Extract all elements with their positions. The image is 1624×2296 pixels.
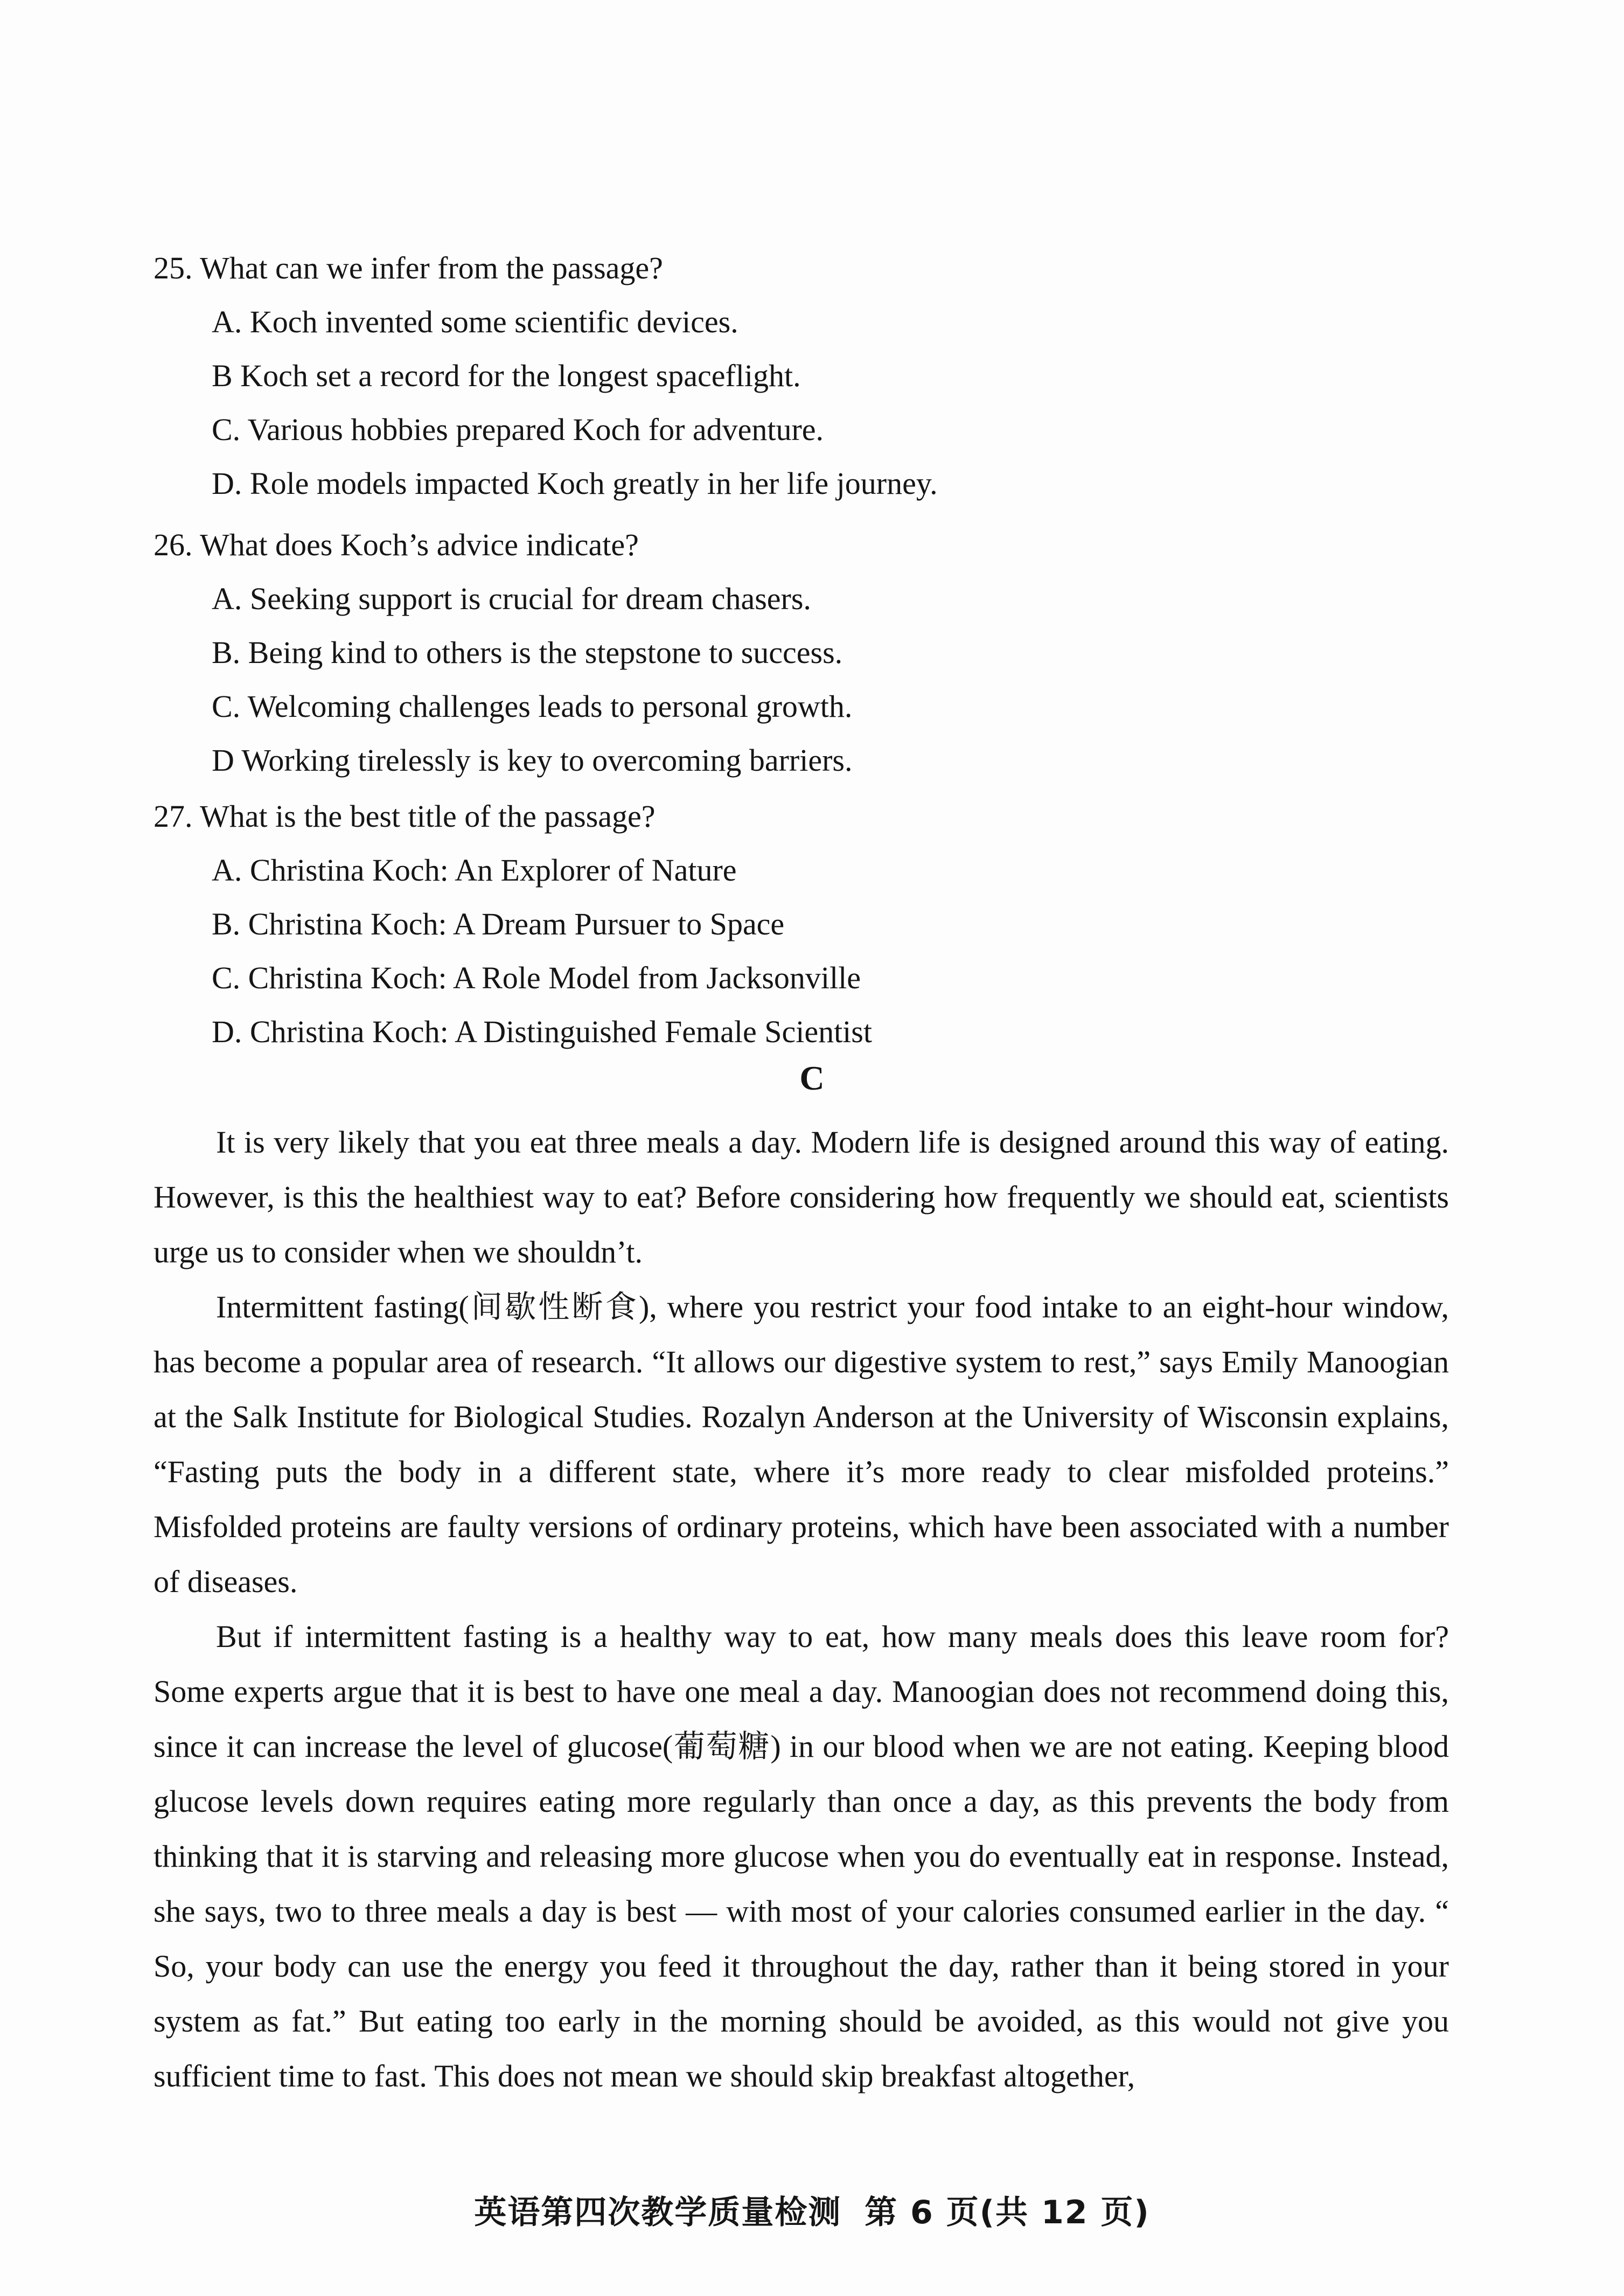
reading-passage bbox=[154, 1115, 1449, 2104]
passage-paragraph: But if intermittent fasting is a healthy way to eat, how many meals does this leave room for? Some experts argue that it is best to have one meal a day. Manoogian does not recommend doing this, since it can increase the level of glucose(葡萄糖) in our blood when we are not eating. Keeping blood glucose levels down requires eating more regularly than once a day, as this prevents the body from thinking that it is starving and releasing more glucose when you do eventually eat in response. Instead, she says, two to three meals a day is best — with most of your calories consumed earlier in the day. “ So, your body can use the energy you feed it throughout the day, rather than it being stored in your system as fat.” But eating too early in the morning should be avoided, as this would not give you sufficient time to fast. This does not mean we should skip breakfast altogether, bbox=[154, 1619, 1449, 2093]
question-26 bbox=[154, 518, 1446, 787]
section-heading: C bbox=[799, 1059, 825, 1097]
option-a: A. Christina Koch: An Explorer of Nature bbox=[212, 853, 737, 888]
question-stem: 26. What does Koch’s advice indicate? bbox=[154, 527, 639, 562]
passage-paragraph: It is very likely that you eat three meals a day. Modern life is designed around this way of eating. However, is this the healthiest way to eat? Before considering how frequently we should eat, scientists urge us to consider when we shouldn’t. bbox=[154, 1125, 1449, 1269]
page-number: 第 6 页(共 12 页) bbox=[865, 2194, 1150, 2231]
option-b: B Koch set a record for the longest spaceflight. bbox=[212, 358, 801, 393]
option-b: B. Christina Koch: A Dream Pursuer to Space bbox=[212, 906, 785, 941]
question-stem: 27. What is the best title of the passage? bbox=[154, 799, 656, 834]
option-d: D Working tirelessly is key to overcoming barriers. bbox=[212, 743, 853, 778]
option-b: B. Being kind to others is the stepstone to success. bbox=[212, 635, 843, 670]
page-footer bbox=[0, 2187, 1624, 2233]
option-d: D. Role models impacted Koch greatly in her life journey. bbox=[212, 466, 938, 501]
question-25 bbox=[154, 241, 1446, 511]
option-d: D. Christina Koch: A Distinguished Female Scientist bbox=[212, 1014, 872, 1049]
option-c: C. Welcoming challenges leads to personal growth. bbox=[212, 689, 853, 724]
option-c: C. Christina Koch: A Role Model from Jacksonville bbox=[212, 960, 861, 995]
option-c: C. Various hobbies prepared Koch for adventure. bbox=[212, 412, 824, 447]
option-a: A. Koch invented some scientific devices. bbox=[212, 304, 738, 339]
question-27 bbox=[154, 790, 1446, 1059]
passage-paragraph: Intermittent fasting(间歇性断食), where you restrict your food intake to an eight-hour window, has become a popular area of research. “It allows our digestive system to rest,” says Emily Manoogian at the Salk Institute for Biological Studies. Rozalyn Anderson at the University of Wisconsin explains, “Fasting puts the body in a different state, where it’s more ready to clear misfolded proteins.” Misfolded proteins are faulty versions of ordinary proteins, which have been associated with a number of diseases. bbox=[154, 1289, 1449, 1599]
option-a: A. Seeking support is crucial for dream chasers. bbox=[212, 581, 811, 616]
question-stem: 25. What can we infer from the passage? bbox=[154, 250, 663, 285]
exam-title: 英语第四次教学质量检测 bbox=[474, 2194, 842, 2231]
